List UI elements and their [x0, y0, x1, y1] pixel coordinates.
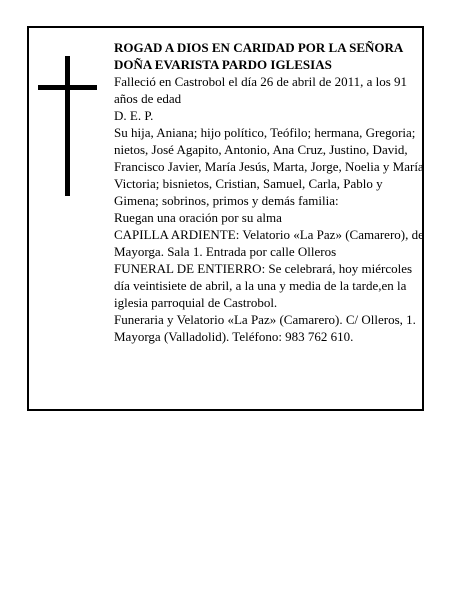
deceased-name: DOÑA EVARISTA PARDO IGLESIAS — [114, 57, 332, 72]
funeral-info: FUNERAL DE ENTIERRO: Se celebrará, hoy miércoles día veintisiete de abril, a la una y media de la tarde,en la iglesia parroquial de Castrobol. — [114, 261, 413, 310]
death-info: Falleció en Castrobol el día 26 de abril de 2011, a los 91 años de edad — [114, 74, 408, 106]
rip-line: D. E. P. — [114, 108, 154, 123]
obituary-text — [114, 39, 430, 345]
cross-icon — [65, 56, 70, 196]
cross-icon-crossbar — [38, 85, 97, 90]
heading-line-1: ROGAD A DIOS EN CARIDAD POR LA SEÑORA — [114, 40, 404, 55]
prayer-request: Ruegan una oración por su alma — [114, 210, 282, 225]
family-list: Su hija, Aniana; hijo político, Teófilo; hermana, Gregoria; nietos, José Agapito, Antonio, Ana Cruz, Justino, David, Francisco Javier, María Jesús, Marta, Jorge, Noelia y María Victoria; bisnietos, Cristian, Samuel, Carla, Pablo y Gimena; sobrinos, primos y demás familia: — [114, 125, 424, 208]
chapel-info: CAPILLA ARDIENTE: Velatorio «La Paz» (Camarero), de Mayorga. Sala 1. Entrada por calle Olleros — [114, 227, 424, 259]
funeral-home-info: Funeraria y Velatorio «La Paz» (Camarero). C/ Olleros, 1. Mayorga (Valladolid). Teléfono: 983 762 610. — [114, 312, 416, 344]
